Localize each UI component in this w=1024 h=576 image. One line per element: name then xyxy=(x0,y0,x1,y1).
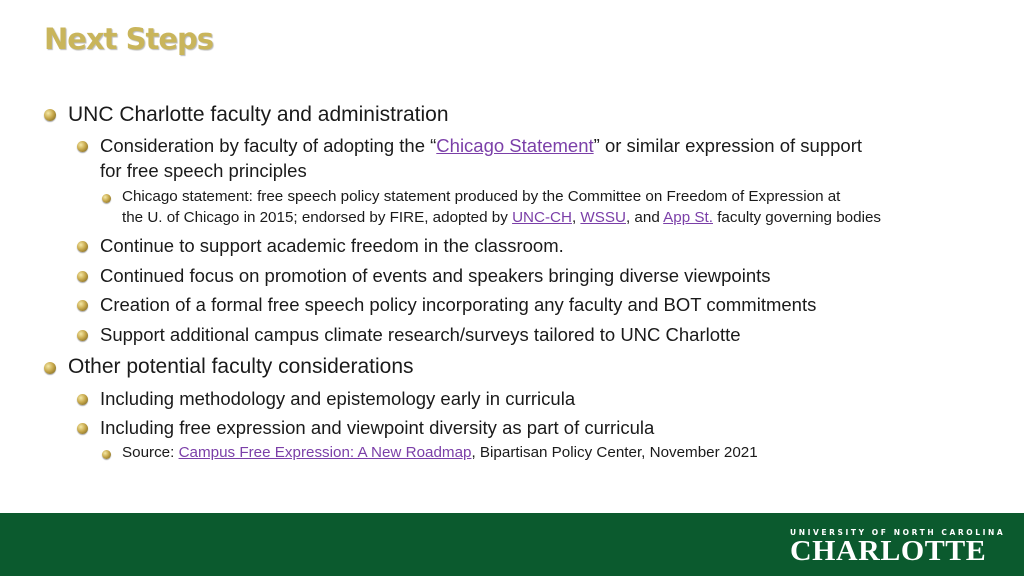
bullet-icon xyxy=(77,141,88,152)
campus-free-expression-link[interactable]: Campus Free Expression: A New Roadmap xyxy=(178,444,472,461)
app-st-link[interactable]: App St. xyxy=(663,209,713,226)
wssu-link[interactable]: WSSU xyxy=(580,209,626,226)
unc-ch-link[interactable]: UNC-CH xyxy=(512,209,572,226)
bullet-text: ” or similar expression of support xyxy=(593,135,862,156)
bullet-academic-freedom: Continue to support academic freedom in the classroom. xyxy=(100,235,564,256)
bullet-chicago-statement-definition: Chicago statement: free speech policy statement produced by the Committee on Freedom of Expression at xyxy=(122,188,841,205)
bullet-events-speakers: Continued focus on promotion of events and speakers bringing diverse viewpoints xyxy=(100,265,771,286)
bullet-consideration-chicago xyxy=(100,135,862,157)
bullet-text: , and xyxy=(625,209,664,226)
bullet-text: the U. of Chicago in 2015; endorsed by FIRE, adopted by xyxy=(122,209,513,226)
bullet-icon xyxy=(44,109,56,121)
bullet-icon xyxy=(77,300,88,311)
bullet-free-expression: Including free expression and viewpoint diversity as part of curricula xyxy=(100,417,655,438)
bullet-icon xyxy=(77,394,88,405)
slide-title: Next Steps xyxy=(44,22,214,56)
bullet-icon xyxy=(77,423,88,434)
unc-charlotte-logo xyxy=(790,528,1006,567)
bullet-icon xyxy=(102,450,111,459)
bullet-text: faculty governing bodies xyxy=(712,209,881,226)
bullet-source xyxy=(122,444,758,461)
bullet-text: Consideration by faculty of adopting the “ xyxy=(100,135,437,156)
bullet-icon xyxy=(77,241,88,252)
bullet-formal-policy: Creation of a formal free speech policy incorporating any faculty and BOT commitments xyxy=(100,294,817,315)
bullet-unc-charlotte-faculty: UNC Charlotte faculty and administration xyxy=(68,103,449,126)
logo-main-text: CHARLOTTE xyxy=(790,536,987,567)
bullet-icon xyxy=(77,330,88,341)
bullet-other-considerations: Other potential faculty considerations xyxy=(68,355,414,378)
bullet-icon xyxy=(44,362,56,374)
bullet-text: , xyxy=(571,209,581,226)
bullet-chicago-statement-continuation xyxy=(122,209,881,226)
logo-top-text: UNIVERSITY OF NORTH CAROLINA xyxy=(790,528,1006,537)
chicago-statement-link[interactable]: Chicago Statement xyxy=(436,135,594,156)
bullet-methodology: Including methodology and epistemology early in curricula xyxy=(100,388,576,409)
bullet-icon xyxy=(77,271,88,282)
bullet-campus-climate: Support additional campus climate research/surveys tailored to UNC Charlotte xyxy=(100,324,741,345)
bullet-consideration-continuation: for free speech principles xyxy=(100,160,307,181)
bullet-text: Source: xyxy=(122,444,179,461)
bullet-text: , Bipartisan Policy Center, November 2021 xyxy=(471,444,758,461)
bullet-icon xyxy=(102,194,111,203)
